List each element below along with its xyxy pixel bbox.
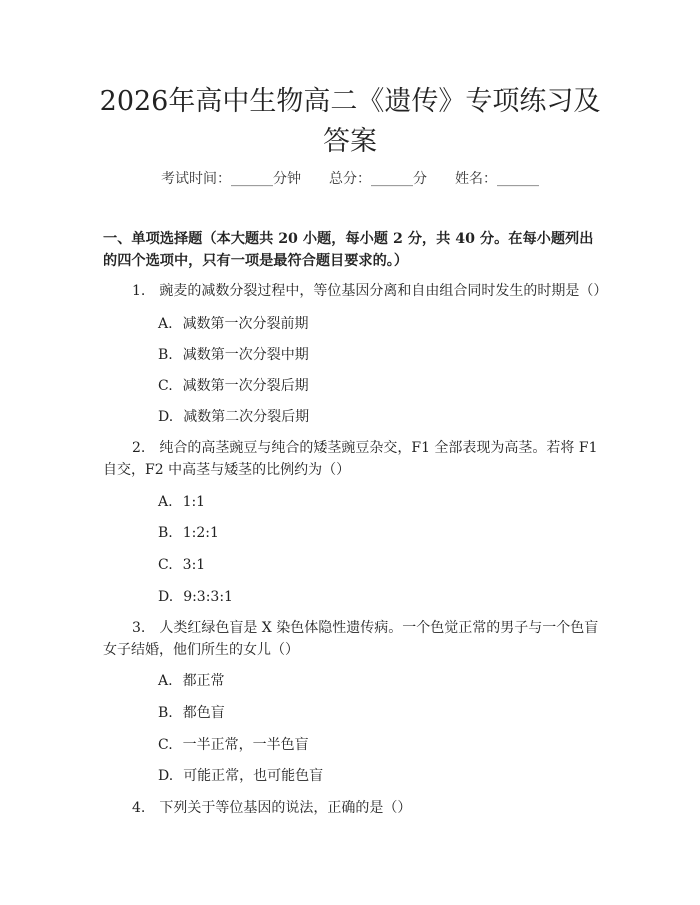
question-1-option-b [158, 345, 309, 365]
section-heading: 一、单项选择题（本大题共 20 小题，每小题 2 分，共 40 分。在每小题列出的四个选项中，只有一项是最符合题目要求的。） [103, 231, 594, 269]
option-letter: C. [158, 737, 173, 753]
question-3: 3. 人类红绿色盲是 X 染色体隐性遗传病。一个色觉正常的男子与一个色盲女子结婚，他们所生的女儿（） [103, 620, 599, 658]
option-letter: A. [158, 494, 173, 510]
option-text: 可能正常，也可能色盲 [183, 768, 324, 784]
option-letter: B. [158, 525, 173, 541]
total-score-field: 总分：______分 [329, 171, 427, 187]
option-letter: D. [158, 409, 174, 425]
question-2-option-a [158, 492, 205, 512]
question-1-option-a [158, 314, 309, 334]
option-text: 1:2:1 [182, 525, 219, 541]
exam-info-line [0, 168, 700, 188]
option-letter: A. [158, 316, 173, 332]
option-text: 减数第一次分裂中期 [182, 347, 309, 363]
option-text: 1:1 [182, 494, 206, 510]
question-1-option-c [158, 376, 309, 396]
name-field: 姓名：______ [455, 171, 539, 187]
option-letter: D. [158, 768, 174, 784]
exam-time-field: 考试时间：______分钟 [161, 171, 301, 187]
option-text: 减数第一次分裂前期 [182, 316, 309, 332]
option-letter: D. [158, 589, 174, 605]
option-text: 3:1 [182, 557, 206, 573]
page-title: 2026年高中生物高二《遗传》专项练习及答案 [99, 86, 601, 157]
option-letter: A. [158, 673, 173, 689]
option-text: 减数第二次分裂后期 [183, 409, 310, 425]
option-letter: C. [158, 557, 173, 573]
option-text: 都正常 [182, 673, 225, 689]
question-3-option-b [158, 703, 225, 723]
option-letter: B. [158, 705, 173, 721]
option-text: 减数第一次分裂后期 [182, 378, 309, 394]
option-text: 一半正常，一半色盲 [182, 737, 309, 753]
question-2-option-d [158, 587, 233, 607]
question-4: 4. 下列关于等位基因的说法，正确的是（） [132, 800, 412, 816]
question-3-option-c [158, 735, 309, 755]
question-2: 2. 纯合的高茎豌豆与纯合的矮茎豌豆杂交，F1 全部表现为高茎。若将 F1 自交，F2 中高茎与矮茎的比例约为（） [103, 440, 598, 478]
question-3-option-d [158, 766, 323, 786]
question-2-option-b [158, 523, 219, 543]
question-3-option-a [158, 671, 225, 691]
question-1: 1. 豌麦的减数分裂过程中，等位基因分离和自由组合同时发生的时期是（） [132, 283, 608, 299]
option-letter: C. [158, 378, 173, 394]
option-text: 9:3:3:1 [183, 589, 233, 605]
option-text: 都色盲 [182, 705, 225, 721]
question-2-option-c [158, 555, 205, 575]
option-letter: B. [158, 347, 173, 363]
question-1-option-d [158, 407, 309, 427]
